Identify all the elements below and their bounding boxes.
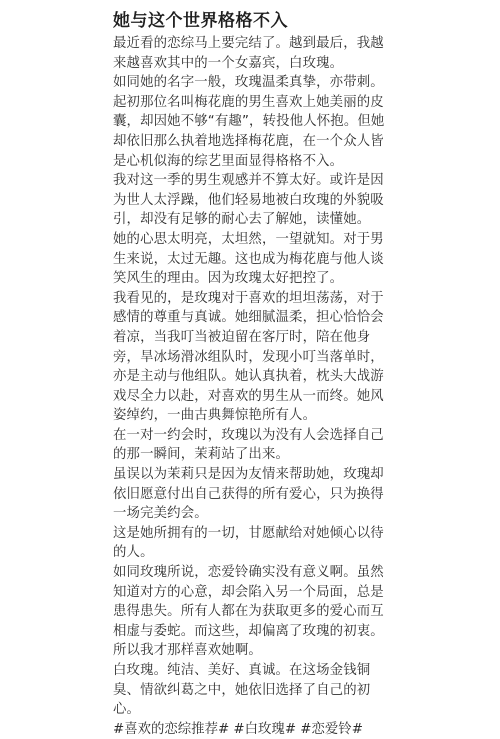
paragraph-9: 如同玫瑰所说，恋爱铃确实没有意义啊。虽然知道对方的心意，却会陷入另一个局面，总是患得患失。所有人都在为获取更多的爱心而互相虚与委蛇。而这些，却偏离了玫瑰的初衷。 — [113, 565, 384, 639]
paragraph-11: 白玫瑰。纯洁、美好、真诚。在这场金钱铜臭、情欲纠葛之中，她依旧选择了自己的初心。 — [113, 663, 371, 718]
paragraph-3: 我对这一季的男生观感并不算太好。或许是因为世人太浮躁，他们轻易地被白玫瑰的外貌吸引，却没有足够的耐心去了解她，读懂她。 — [113, 173, 384, 228]
paragraph-7: 虽误以为茉莉只是因为友情来帮助她，玫瑰却依旧愿意付出自己获得的所有爱心，只为换得一场完美约会。 — [113, 467, 384, 522]
paragraph-2: 如同她的名字一般，玫瑰温柔真挚，亦带刺。起初那位名叫梅花鹿的男生喜欢上她美丽的皮囊，却因她不够“有趣”，转投他人怀抱。但她却依旧那么执着地选择梅花鹿，在一个众人皆是心机似海的综艺里面显得格格不入。 — [113, 75, 385, 169]
article-body — [113, 34, 389, 739]
paragraph-4: 她的心思太明亮，太坦然，一望就知。对于男生来说，太过无趣。这也成为梅花鹿与他人谈笑风生的理由。因为玫瑰太好把控了。 — [113, 231, 384, 287]
article-title: 她与这个世界格格不入 — [113, 11, 288, 31]
paragraph-6: 在一对一约会时，玫瑰以为没有人会选择自己的那一瞬间，茉莉站了出来。 — [113, 427, 384, 463]
paragraph-5: 我看见的，是玫瑰对于喜欢的坦坦荡荡，对于感情的尊重与真诚。她细腻温柔，担心恰恰会着凉，当我叮当被迫留在客厅时，陪在他身旁，旱冰场滑冰组队时，发现小叮当落单时，亦是主动与他组队。她认真执着，枕头大战游戏尽全力以赴，对喜欢的男生从一而终。她风姿绰约，一曲古典舞惊艳所有人。 — [113, 290, 384, 424]
paragraph-10: 所以我才那样喜欢她啊。 — [113, 643, 262, 659]
paragraph-1: 最近看的恋综马上要完结了。越到最后，我越来越喜欢其中的一个女嘉宾，白玫瑰。 — [113, 36, 384, 71]
paragraph-8: 这是她所拥有的一切，甘愿献给对她倾心以待的人。 — [113, 525, 384, 561]
hashtag-line[interactable]: #喜欢的恋综推荐# #白玫瑰# #恋爱铃# — [113, 721, 363, 737]
